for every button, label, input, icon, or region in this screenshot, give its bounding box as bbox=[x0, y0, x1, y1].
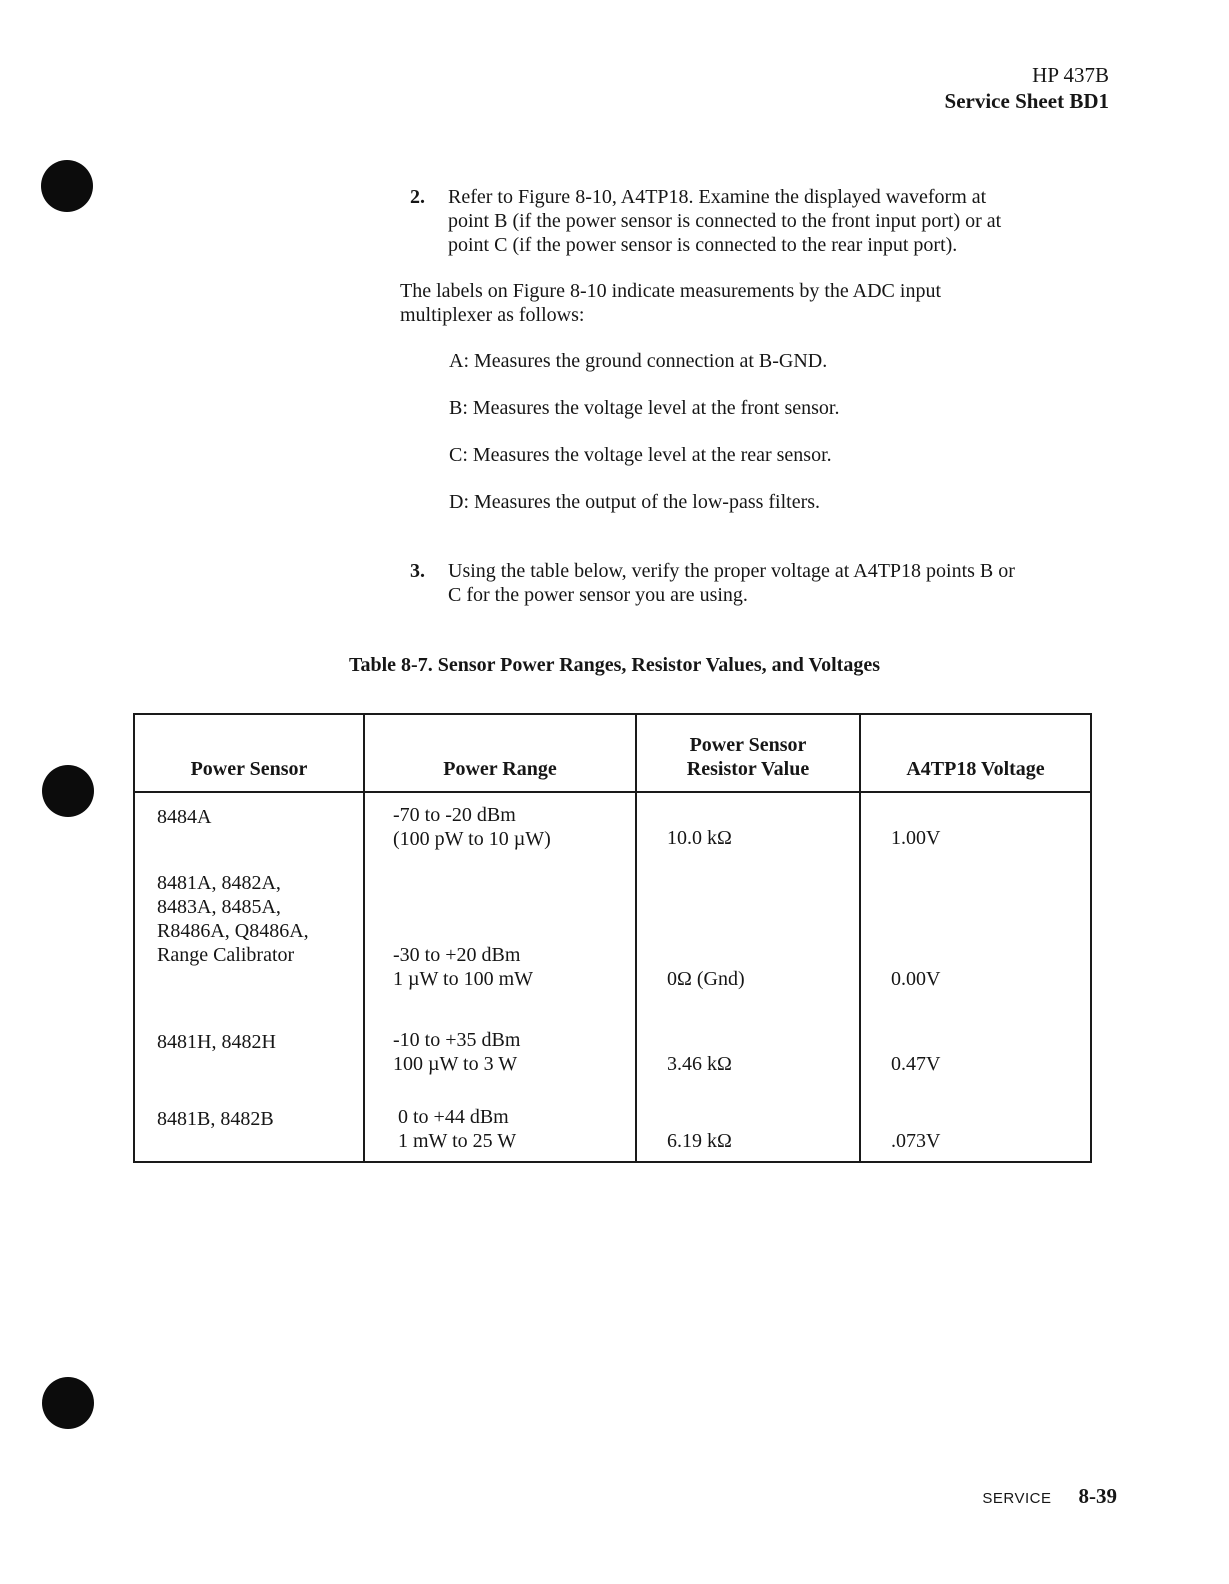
header-resistor-value bbox=[636, 714, 860, 792]
step-number: 3. bbox=[410, 560, 425, 582]
measurement-item-b: B: Measures the voltage level at the front sensor. bbox=[449, 397, 840, 419]
voltage-value: 1.00V bbox=[891, 827, 941, 849]
punch-hole-top bbox=[41, 160, 93, 212]
step-2 bbox=[410, 185, 1110, 257]
cell-range bbox=[364, 792, 636, 857]
voltage-value: .073V bbox=[891, 1130, 941, 1153]
measurement-item-a: A: Measures the ground connection at B-GND. bbox=[449, 350, 828, 372]
step-text bbox=[448, 559, 1108, 607]
sensor-line: 8484A bbox=[157, 806, 212, 828]
step-3 bbox=[410, 559, 1110, 607]
measurement-item-c: C: Measures the voltage level at the rear sensor. bbox=[449, 444, 832, 466]
table-row bbox=[134, 1006, 1091, 1084]
cell-resistor bbox=[636, 792, 860, 857]
table-row bbox=[134, 857, 1091, 1005]
punch-hole-middle bbox=[42, 765, 94, 817]
page-header bbox=[945, 62, 1109, 114]
cell-resistor bbox=[636, 857, 860, 1005]
service-sheet-label: Service Sheet BD1 bbox=[944, 89, 1109, 113]
paragraph-line: The labels on Figure 8-10 indicate measurements by the ADC input bbox=[400, 280, 941, 302]
cell-range bbox=[364, 857, 636, 1005]
cell-voltage bbox=[860, 792, 1091, 857]
header-line: Power Sensor bbox=[689, 734, 807, 756]
step-line: point C (if the power sensor is connected to the rear input port). bbox=[448, 234, 958, 256]
page-number: 8-39 bbox=[1078, 1484, 1117, 1508]
range-line: 0 to +44 dBm bbox=[393, 1106, 509, 1129]
resistor-value: 3.46 kΩ bbox=[667, 1052, 732, 1075]
sensor-line: 8481B, 8482B bbox=[157, 1108, 274, 1131]
cell-voltage bbox=[860, 1083, 1091, 1162]
header-power-range: Power Range bbox=[364, 714, 636, 792]
step-text bbox=[448, 185, 1108, 257]
voltage-value: 0.00V bbox=[891, 968, 941, 991]
page-footer bbox=[982, 1484, 1117, 1509]
table-header-row bbox=[134, 714, 1091, 792]
cell-resistor bbox=[636, 1006, 860, 1084]
cell-sensor bbox=[134, 1083, 364, 1162]
header-power-sensor: Power Sensor bbox=[134, 714, 364, 792]
table-row bbox=[134, 1083, 1091, 1162]
range-line: -10 to +35 dBm bbox=[393, 1028, 521, 1051]
model-label: HP 437B bbox=[1032, 63, 1109, 87]
step-line: point B (if the power sensor is connected to the front input port) or at bbox=[448, 210, 1002, 232]
section-label: SERVICE bbox=[982, 1490, 1052, 1507]
range-line: 1 mW to 25 W bbox=[393, 1130, 517, 1153]
range-line: (100 pW to 10 µW) bbox=[393, 828, 551, 850]
resistor-value: 10.0 kΩ bbox=[667, 827, 732, 849]
cell-range bbox=[364, 1083, 636, 1162]
range-line: -30 to +20 dBm bbox=[393, 944, 521, 967]
table-row bbox=[134, 792, 1091, 857]
cell-range bbox=[364, 1006, 636, 1084]
range-line: -70 to -20 dBm bbox=[393, 804, 516, 826]
header-voltage: A4TP18 Voltage bbox=[860, 714, 1091, 792]
sensor-line: 8481A, 8482A, bbox=[157, 872, 281, 895]
cell-resistor bbox=[636, 1083, 860, 1162]
punch-hole-bottom bbox=[42, 1377, 94, 1429]
cell-sensor bbox=[134, 857, 364, 1005]
cell-sensor bbox=[134, 1006, 364, 1084]
range-line: 1 µW to 100 mW bbox=[393, 968, 534, 991]
cell-sensor bbox=[134, 792, 364, 857]
voltage-value: 0.47V bbox=[891, 1052, 941, 1075]
sensor-table bbox=[133, 713, 1092, 1163]
step-line: Using the table below, verify the proper voltage at A4TP18 points B or bbox=[448, 560, 1015, 582]
sensor-line: Range Calibrator bbox=[157, 944, 295, 967]
paragraph-line: multiplexer as follows: bbox=[400, 304, 585, 326]
step-line: Refer to Figure 8-10, A4TP18. Examine the displayed waveform at bbox=[448, 186, 987, 208]
measurement-item-d: D: Measures the output of the low-pass filters. bbox=[449, 491, 821, 513]
table-caption: Table 8-7. Sensor Power Ranges, Resistor Values, and Voltages bbox=[349, 654, 880, 676]
step-line: C for the power sensor you are using. bbox=[448, 584, 748, 606]
resistor-value: 0Ω (Gnd) bbox=[667, 968, 745, 991]
cell-voltage bbox=[860, 857, 1091, 1005]
step-number: 2. bbox=[410, 186, 425, 208]
intro-paragraph bbox=[400, 279, 1040, 327]
header-line: Resistor Value bbox=[686, 758, 810, 780]
sensor-line: R8486A, Q8486A, bbox=[157, 920, 309, 943]
sensor-line: 8483A, 8485A, bbox=[157, 896, 281, 919]
range-line: 100 µW to 3 W bbox=[393, 1052, 518, 1075]
cell-voltage bbox=[860, 1006, 1091, 1084]
resistor-value: 6.19 kΩ bbox=[667, 1130, 732, 1153]
sensor-line: 8481H, 8482H bbox=[157, 1030, 276, 1053]
